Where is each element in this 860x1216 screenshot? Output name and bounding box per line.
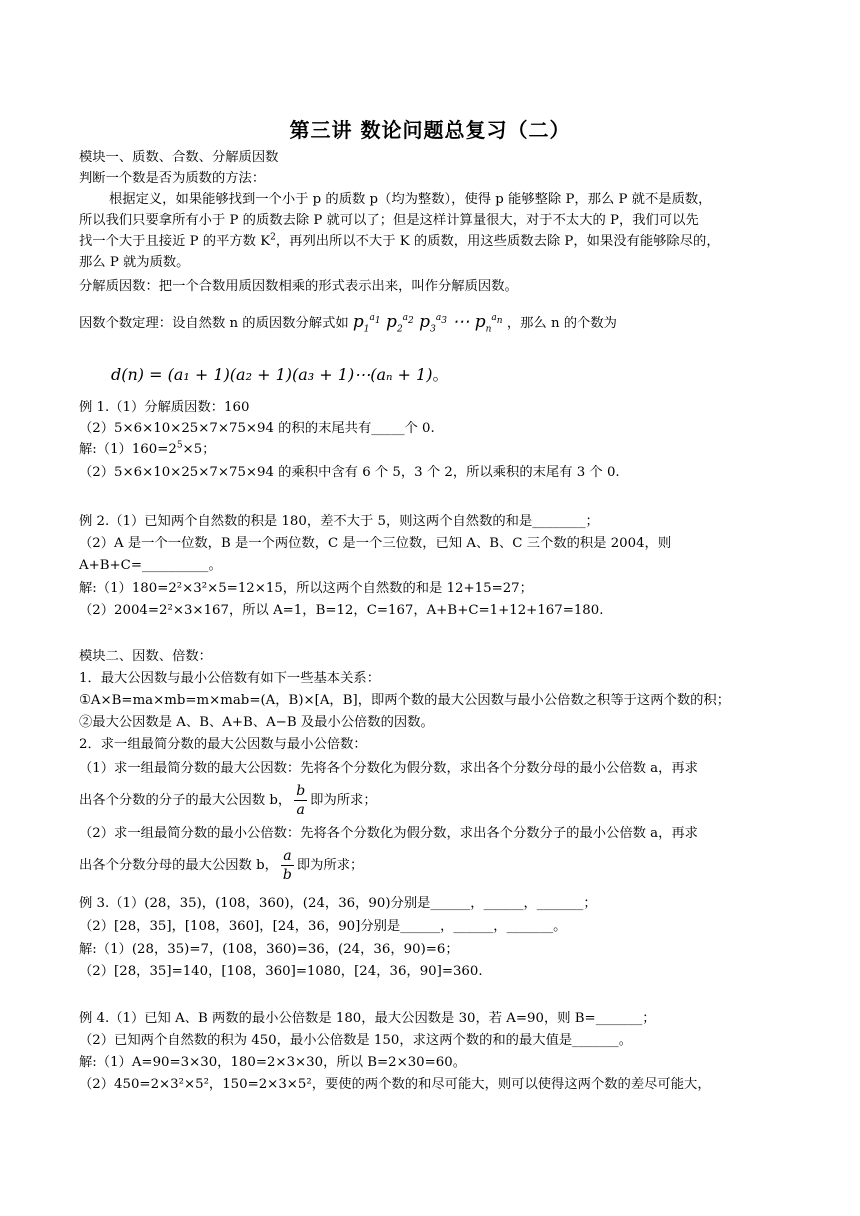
ex4-answer-1: 解:（1）A=90=3×30，180=2×3×30，所以 B=2×30=60。 bbox=[79, 1055, 467, 1070]
ex1-answer-1 bbox=[79, 440, 785, 460]
ex1-answer-1-a: 解:（1）160=2 bbox=[79, 442, 177, 457]
ex4-question-2: （2）已知两个自然数的积为 450，最小公倍数是 150，求这两个数的和的最大值是_______。 bbox=[79, 1033, 633, 1048]
fraction-b-over-a: $\frac{b}{a}$ bbox=[296, 783, 306, 818]
module2-line-2: ①A×B=ma×mb=m×mab=(A，B)×[A，B]，即两个数的最大公因数与最小公倍数之积等于这两个数的积； bbox=[79, 693, 731, 708]
divisor-count-theorem bbox=[79, 312, 785, 334]
ex1-answer-1-b: ×5； bbox=[182, 442, 216, 457]
ex3-question-2: （2）[28，35]，[108，360]，[24，36，90]分别是______，______，_______。 bbox=[79, 919, 567, 934]
ex3-answer-2: （2）[28，35]=140，[108，360]=1080，[24，36，90]=360. bbox=[79, 964, 483, 979]
factorization-definition: 分解质因数：把一个合数用质因数相乘的形式表示出来，叫作分解质因数。 bbox=[79, 279, 518, 294]
ex2-answer-1: 解:（1）180=2²×3²×5=12×15，所以这两个自然数的和是 12+15=27； bbox=[79, 581, 533, 596]
method-heading: 判断一个数是否为质数的方法： bbox=[79, 171, 266, 186]
theorem-text-b: ，那么 n 的个数为 bbox=[506, 316, 617, 331]
method-paragraph-line-1: 根据定义，如果能够找到一个小于 p 的质数 p（均为整数），使得 p 能够整除 P，那么 P 就不是质数， bbox=[109, 192, 712, 207]
module2-line-5: （1）求一组最简分数的最大公因数：先将各个分数化为假分数，求出各个分数分母的最小公倍数 a，再求 bbox=[79, 761, 698, 776]
page-title: 第三讲 数论问题总复习（二） bbox=[289, 118, 571, 142]
ex4-answer-2: （2）450=2×3²×5²，150=2×3×5²，要使的两个数的和尽可能大，则可以使得这两个数的差尽可能大， bbox=[79, 1077, 711, 1092]
method-p3-part-b: ，再列出所以不大于 K 的质数，用这些质数去除 P，如果没有能够除尽的， bbox=[275, 234, 720, 249]
module2-line-6-a: 出各个分数的分子的最大公因数 b， bbox=[79, 793, 292, 808]
superscript-5: 5 bbox=[176, 440, 183, 451]
fraction-a-over-b: $\frac{a}{b}$ bbox=[282, 848, 292, 883]
ex2-question-2b: A+B+C=__________。 bbox=[79, 558, 222, 573]
theorem-text-a: 因数个数定理：设自然数 n 的质因数分解式如 bbox=[79, 316, 349, 331]
module2-line-8 bbox=[79, 847, 785, 884]
ex2-question-2a: （2）A 是一个一位数，B 是一个两位数，C 是一个三位数，已知 A、B、C 三个数的积是 2004，则 bbox=[79, 536, 672, 551]
ex1-question-2: （2）5×6×10×25×7×75×94 的积的末尾共有_____个 0. bbox=[79, 421, 435, 436]
ex1-question-1: 例 1.（1）分解质因数：160 bbox=[79, 400, 250, 415]
module2-line-8-b: 即为所求； bbox=[296, 858, 364, 873]
ex1-answer-2: （2）5×6×10×25×7×75×94 的乘积中含有 6 个 5，3 个 2，所以乘积的末尾有 3 个 0. bbox=[79, 465, 620, 480]
method-paragraph-line-3 bbox=[79, 232, 785, 252]
divisor-count-formula bbox=[111, 362, 448, 385]
module2-line-8-a: 出各个分数分母的最大公因数 b， bbox=[79, 858, 278, 873]
method-paragraph-line-4: 那么 P 就为质数。 bbox=[79, 255, 190, 270]
formula-end: 。 bbox=[432, 365, 449, 384]
superscript-2: 2 bbox=[270, 232, 276, 243]
ex4-question-1: 例 4.（1）已知 A、B 两数的最小公倍数是 180，最大公因数是 30，若 A=90，则 B=_______； bbox=[79, 1011, 656, 1026]
prime-factorization-formula: $p_1^{a_1}$ $p_2^{a_2}$ $p_3^{a_3}$ ⋯ $p_n^{a_n}$ bbox=[352, 312, 503, 335]
module2-line-6 bbox=[79, 782, 785, 819]
module2-line-3: ②最大公因数是 A、B、A+B、A−B 及最小公倍数的因数。 bbox=[79, 715, 434, 730]
ex3-answer-1: 解:（1）(28，35)=7，(108，360)=36，(24，36，90)=6； bbox=[79, 942, 459, 957]
formula-d: d(n) = (a₁ + 1)(a₂ + 1)(a₃ + 1)⋯(aₙ + 1) bbox=[111, 365, 433, 384]
ex2-answer-2: （2）2004=2²×3×167，所以 A=1，B=12，C=167，A+B+C=1+12+167=180. bbox=[79, 603, 604, 618]
module1-heading: 模块一、质数、合数、分解质因数 bbox=[79, 150, 279, 165]
module2-line-1: 1．最大公因数与最小公倍数有如下一些基本关系： bbox=[79, 671, 380, 686]
module2-line-6-b: 即为所求； bbox=[310, 793, 377, 808]
method-p3-part-a: 找一个大于且接近 P 的平方数 K bbox=[79, 234, 271, 249]
module2-heading: 模块二、因数、倍数： bbox=[79, 649, 212, 664]
module2-line-4: 2．求一组最简分数的最大公因数与最小公倍数： bbox=[79, 737, 367, 752]
ex2-question-1: 例 2.（1）已知两个自然数的积是 180，差不大于 5，则这两个自然数的和是________； bbox=[79, 514, 599, 529]
ex3-question-1: 例 3.（1）(28，35)，(108，360)，(24，36，90)分别是______，______，_______； bbox=[79, 896, 597, 911]
module2-line-7: （2）求一组最简分数的最小公倍数：先将各个分数化为假分数，求出各个分数分子的最小公倍数 a，再求 bbox=[79, 826, 698, 841]
method-paragraph-line-2: 所以我们只要拿所有小于 P 的质数去除 P 就可以了；但是这样计算量很大，对于不太大的 P，我们可以先 bbox=[79, 213, 699, 228]
